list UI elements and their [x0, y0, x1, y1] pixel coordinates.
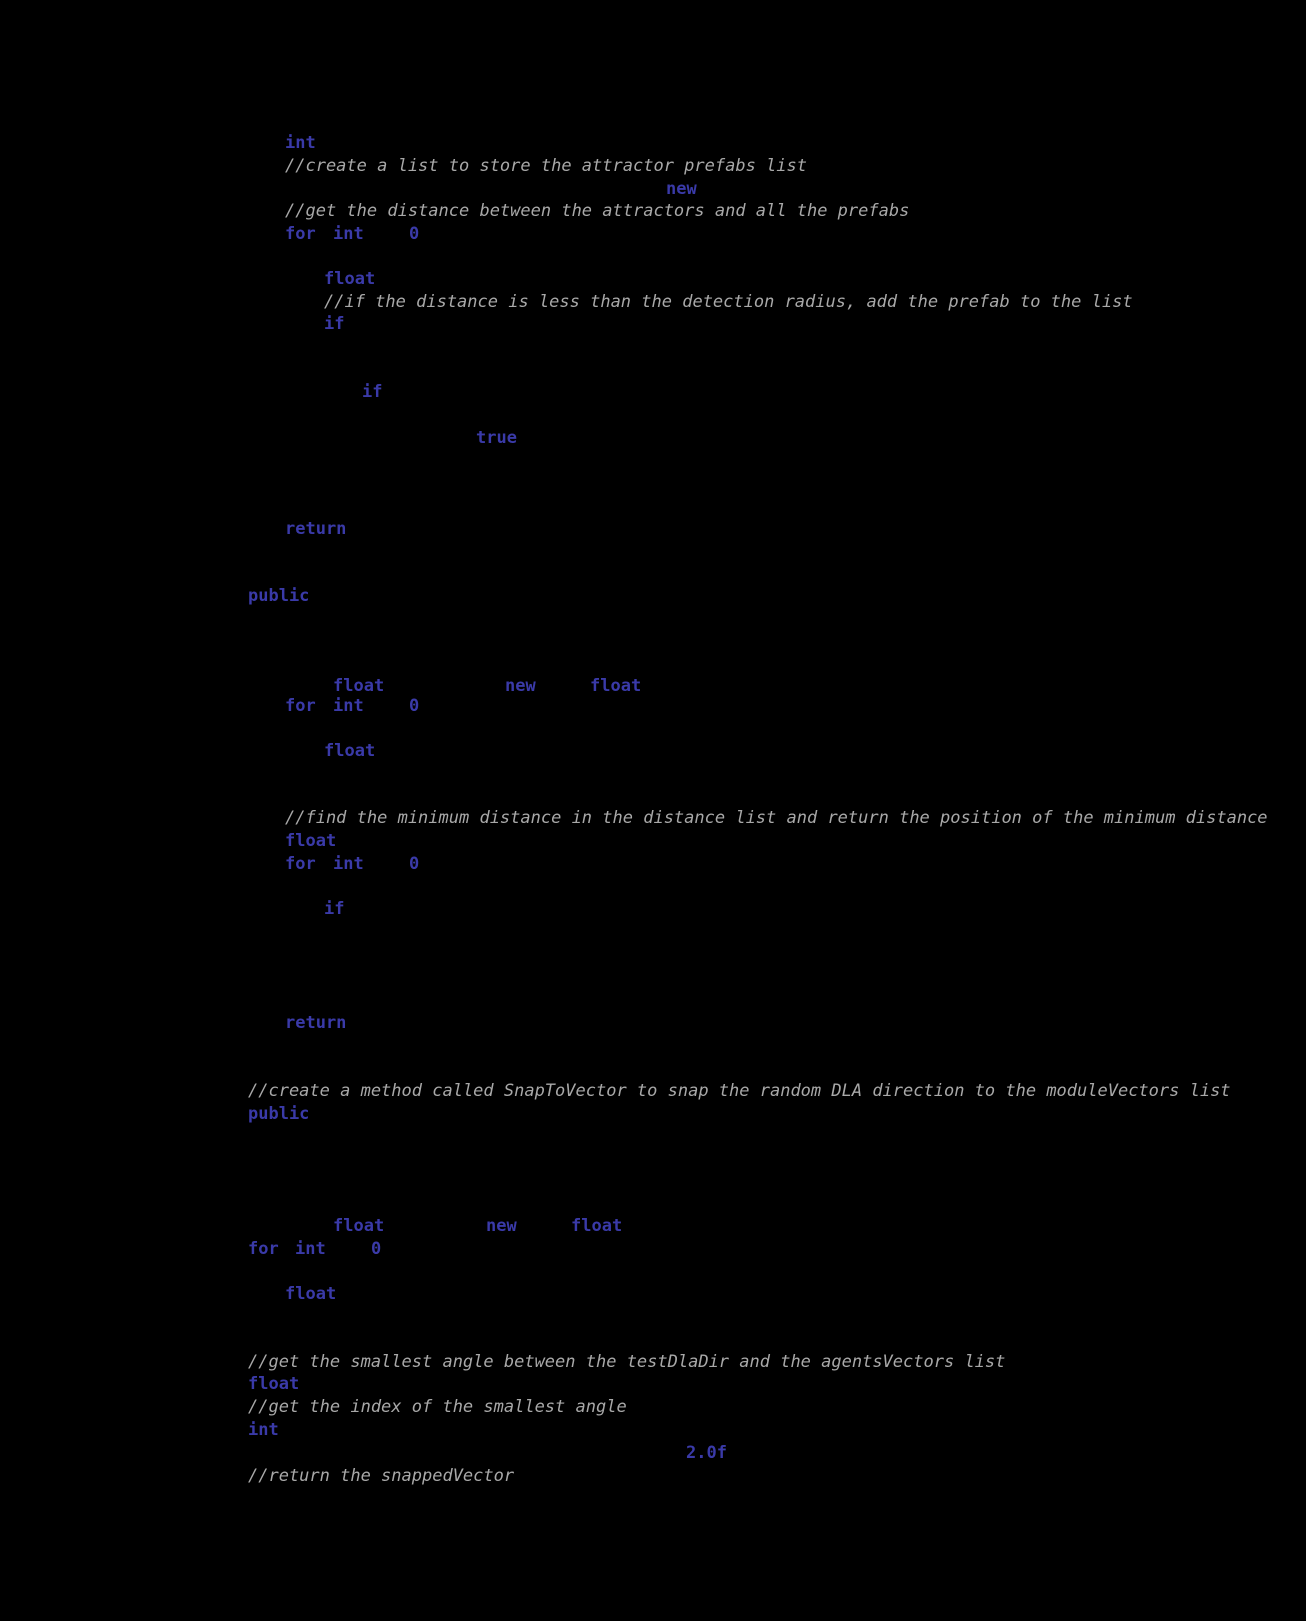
keyword-return: return	[285, 519, 347, 539]
keyword-for: for	[285, 854, 316, 874]
keyword-float: float	[333, 1216, 385, 1236]
keyword-float: float	[285, 831, 337, 851]
keyword-float: float	[324, 269, 376, 289]
keyword-public: public	[248, 586, 310, 606]
keyword-for: for	[285, 696, 316, 716]
comment-line: //get the smallest angle between the testDlaDir and the agentsVectors list	[248, 1352, 1006, 1372]
keyword-float: float	[333, 676, 385, 696]
keyword-new: new	[666, 179, 697, 199]
keyword-int: int	[248, 1420, 279, 1440]
keyword-float: float	[248, 1374, 300, 1394]
keyword-true: true	[476, 428, 517, 448]
keyword-for: for	[248, 1239, 279, 1259]
number-literal: 0	[409, 696, 420, 716]
keyword-int: int	[285, 133, 316, 153]
comment-line: //get the index of the smallest angle	[248, 1397, 627, 1417]
keyword-for: for	[285, 224, 316, 244]
keyword-if: if	[324, 314, 345, 334]
number-literal: 0	[409, 224, 420, 244]
comment-line: //get the distance between the attractors and all the prefabs	[285, 201, 910, 221]
keyword-int: int	[333, 854, 364, 874]
keyword-float: float	[285, 1284, 337, 1304]
comment-line: //return the snappedVector	[248, 1466, 515, 1486]
keyword-int: int	[333, 696, 364, 716]
number-literal: 0	[409, 854, 420, 874]
keyword-if: if	[362, 382, 383, 402]
keyword-new: new	[505, 676, 536, 696]
keyword-float: float	[324, 741, 376, 761]
keyword-float: float	[590, 676, 642, 696]
keyword-float: float	[571, 1216, 623, 1236]
comment-line: //create a list to store the attractor prefabs list	[285, 156, 807, 176]
comment-line: //create a method called SnapToVector to snap the random DLA direction to the moduleVectors list	[248, 1081, 1231, 1101]
comment-line: //if the distance is less than the detection radius, add the prefab to the list	[324, 292, 1133, 312]
keyword-int: int	[333, 224, 364, 244]
comment-line: //find the minimum distance in the distance list and return the position of the minimum distance	[285, 808, 1268, 828]
number-literal: 0	[371, 1239, 382, 1259]
keyword-public: public	[248, 1104, 310, 1124]
keyword-return: return	[285, 1013, 347, 1033]
keyword-if: if	[324, 899, 345, 919]
keyword-int: int	[295, 1239, 326, 1259]
number-literal: 2.0f	[686, 1443, 727, 1463]
keyword-new: new	[486, 1216, 517, 1236]
